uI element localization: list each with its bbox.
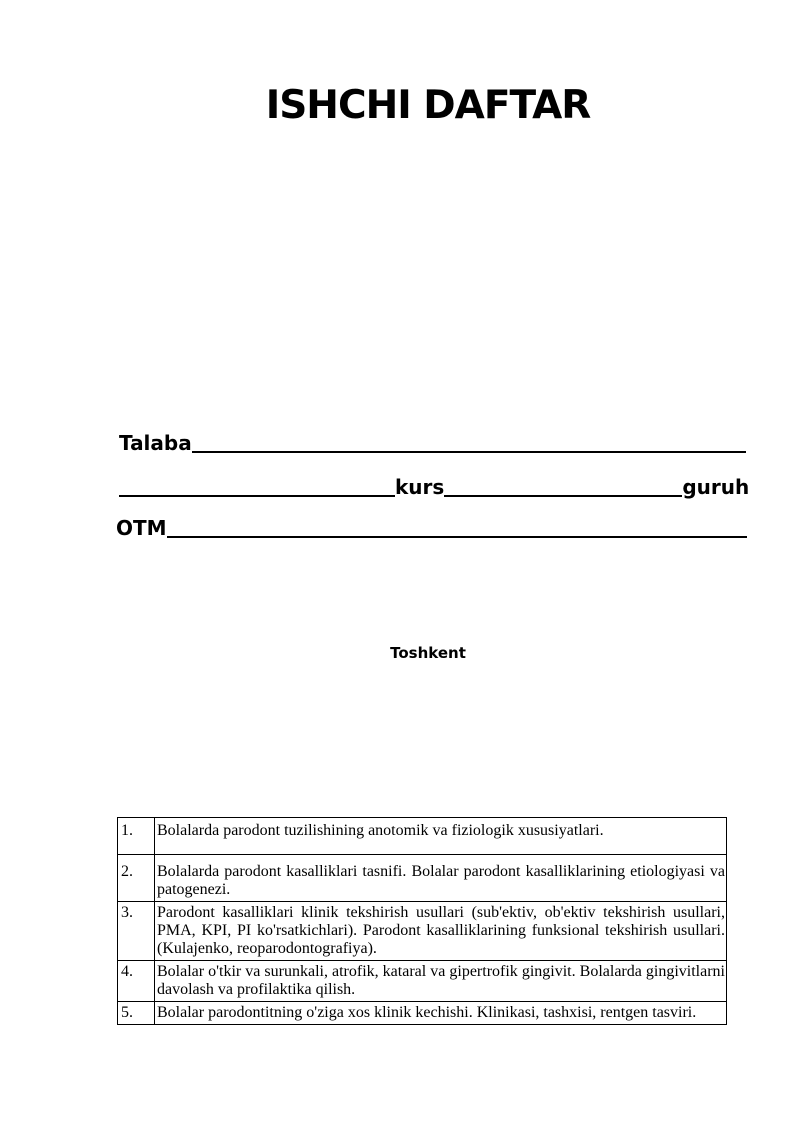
topic-number: 3. [118,902,155,961]
student-label: Talaba [119,431,192,455]
topic-text: Parodont kasalliklari klinik tekshirish usullari (sub'ektiv, ob'ektiv tekshirish usullari, PMA, KPI, PI ko'rsatkichlari). Parodont kasalliklarining funksional tekshirish usullari. (Kulajenko, reoparodontografiya). [155,902,727,961]
group-label: guruh [682,475,750,499]
course-label: kurs [395,475,445,499]
university-label: OTM [116,516,167,540]
table-row [118,902,727,961]
student-name-blank[interactable] [192,433,746,453]
course-blank[interactable] [119,477,395,497]
topic-text: Bolalar parodontitning o'ziga xos klinik kechishi. Klinikasi, tashxisi, rentgen tasviri. [155,1002,727,1025]
group-blank[interactable] [444,477,682,497]
table-row [118,961,727,1002]
topic-number: 4. [118,961,155,1002]
topics-table [117,817,727,1025]
university-line [116,515,747,541]
course-group-line [119,474,749,500]
topic-text: Bolalar o'tkir va surunkali, atrofik, kataral va gipertrofik gingivit. Bolalarda gingivitlarni davolash va profilaktika qilish. [155,961,727,1002]
document-title: ISHCHI DAFTAR [265,83,591,128]
student-line [119,430,746,456]
table-row [118,855,727,902]
topic-text: Bolalarda parodont kasalliklari tasnifi. Bolalar parodont kasalliklarining etiologiyasi va patogenezi. [155,855,727,902]
table-row [118,818,727,855]
topic-number: 2. [118,855,155,902]
university-blank[interactable] [167,518,747,538]
topic-number: 1. [118,818,155,855]
city-name: Toshkent [390,644,466,662]
topic-number: 5. [118,1002,155,1025]
table-row [118,1002,727,1025]
topic-text: Bolalarda parodont tuzilishining anotomik va fiziologik xususiyatlari. [155,818,727,855]
